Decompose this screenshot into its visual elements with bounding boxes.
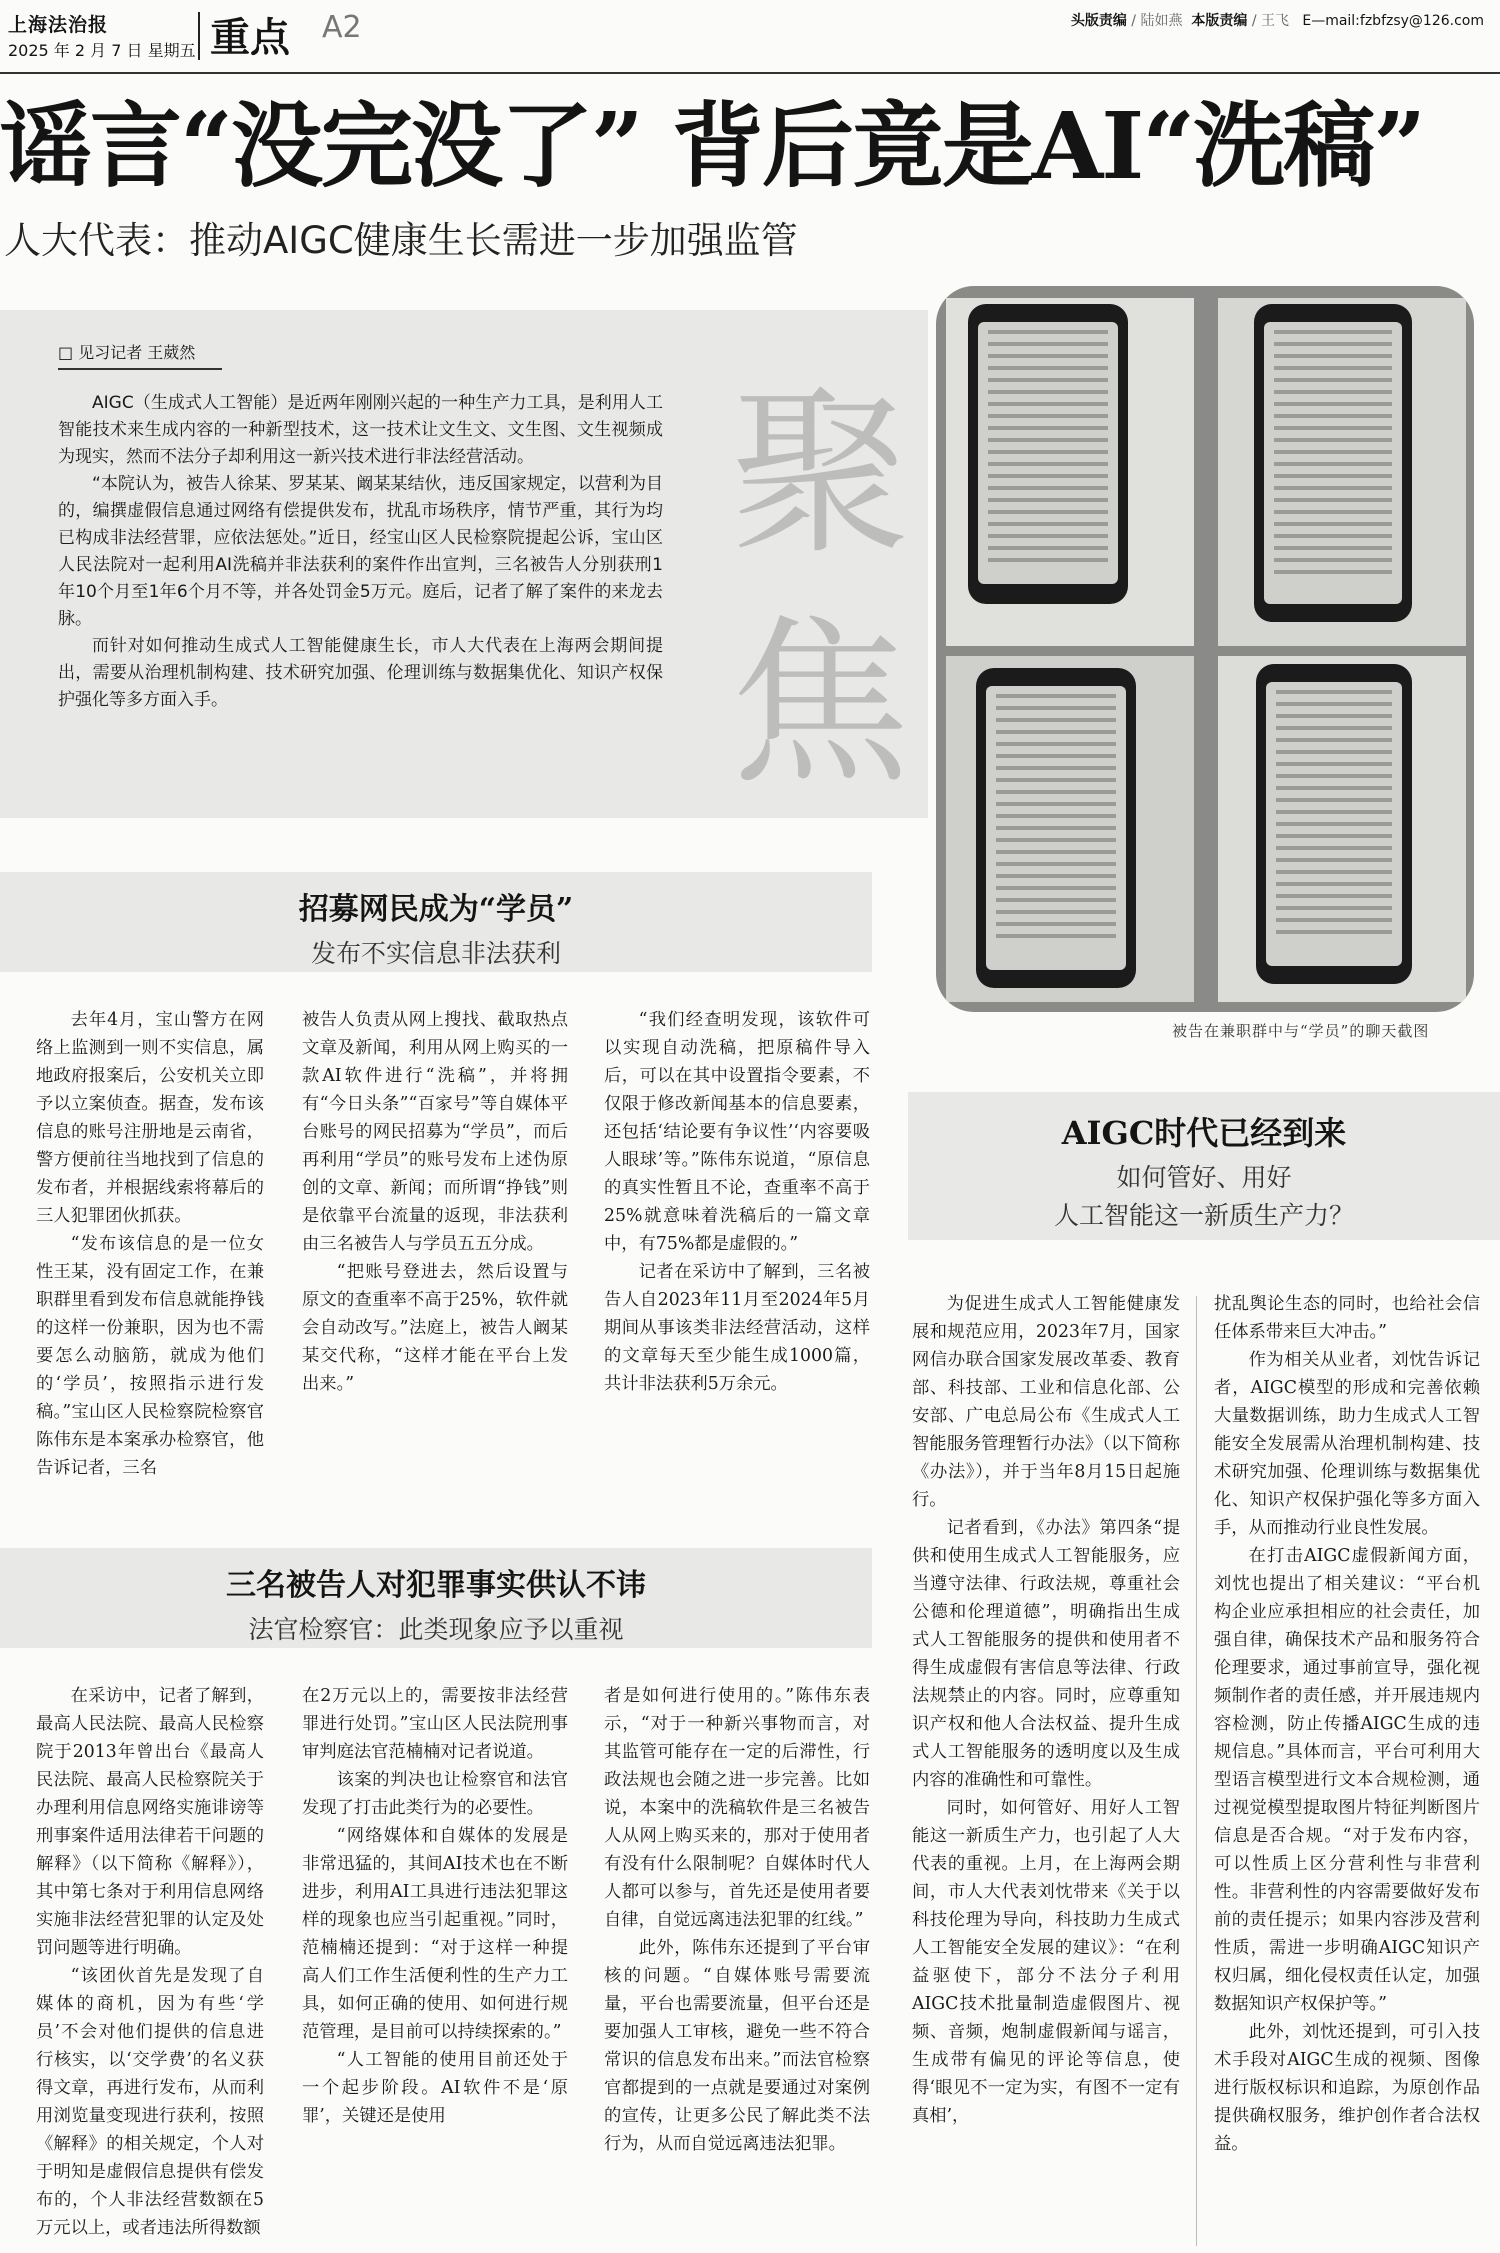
issue-date: 2025 年 2 月 7 日 星期五 (8, 41, 196, 60)
photo-panel (946, 298, 1194, 646)
lead-paragraph: “本院认为，被告人徐某、罗某某、阚某某结伙，违反国家规定，以营利为目的，编撰虚假信息通过网络有偿提供发布，扰乱市场秩序，情节严重，其行为均已构成非法经营罪，应依法惩处。”近日，经宝山区人民检察院提起公诉，宝山区人民法院对一起利用AI洗稿并非法获利的案件作出宣判，三名被告人分别获刑1年10个月至1年6个月不等，并各处罚金5万元。庭后，记者了解了案件的来龙去脉。 (58, 474, 663, 629)
lead-text (58, 390, 663, 714)
paragraph: 记者在采访中了解到，三名被告人自2023年11月至2024年5月期间从事该类非法经营活动，这样的文章每天至少能生成1000篇，共计非法获利5万余元。 (604, 1262, 870, 1394)
section-heading-confess (0, 1548, 872, 1648)
paragraph: 同时，如何管好、用好人工智能这一新质生产力，也引起了人大代表的重视。上月，在上海两会期间，市人大代表刘忱带来《关于以科技伦理为导向，科技助力生成式人工智能安全发展的建议》：“在利益驱使下，部分不法分子利用AIGC技术批量制造虚假图片、视频、音频，炮制虚假新闻与谣言，生成带有偏见的评论等信息，使得‘眼见不一定为实，有图不一定有真相’， (912, 1798, 1180, 2126)
paragraph: 被告人负责从网上搜找、截取热点文章及新闻，利用从网上购买的一款AI软件进行“洗稿”，并将拥有“今日头条”“百家号”等自媒体平台账号的网民招募为“学员”，而后再利用“学员”的账号发布上述伪原创的文章、新闻；而所谓“挣钱”则是依靠平台流量的返现，非法获利由三名被告人与学员五五分成。 (302, 1010, 568, 1254)
photo-panel (1218, 656, 1466, 1002)
section-title: AIGC时代已经到来 (1061, 1114, 1347, 1152)
paragraph: 为促进生成式人工智能健康发展和规范应用，2023年7月，国家网信办联合国家发展改革委、教育部、科技部、工业和信息化部、公安部、广电总局公布《生成式人工智能服务管理暂行办法》（以下简称《办法》），并于当年8月15日起施行。 (912, 1294, 1180, 1510)
lead-paragraph: AIGC（生成式人工智能）是近两年刚刚兴起的一种生产力工具，是利用人工智能技术来生成内容的一种新型技术，这一技术让文生文、文生图、文生视频成为现实，然而不法分子却利用这一新兴技术进行非法经营活动。 (58, 393, 663, 467)
headline: 谣言“没完没了” 背后竟是AI“洗稿” (0, 92, 1425, 200)
paragraph: 在打击AIGC虚假新闻方面，刘忱也提出了相关建议：“平台机构企业应承担相应的社会责任，加强自律，确保技术产品和服务符合伦理要求，通过事前宣导，强化视频制作者的责任感，并开展违规内容检测，防止传播AIGC生成的违规信息。”具体而言，平台可利用大型语言模型进行文本合规检测，通过视觉模型提取图片特征判断图片信息是否合规。“对于发布内容，可以性质上区分营利性与非营利性。非营利性的内容需要做好发布前的责任提示；如果内容涉及营利性质，需进一步明确AIGC知识产权归属，细化侵权责任认定，加强数据知识产权保护等。” (1214, 1546, 1480, 2014)
paragraph: 记者看到，《办法》第四条“提供和使用生成式人工智能服务，应当遵守法律、行政法规，尊重社会公德和伦理道德”，明确指出生成式人工智能服务的提供和使用者不得生成虚假有害信息等法律、行政法规禁止的内容。同时，应尊重知识产权和他人合法权益、提升生成式人工智能服务的透明度以及生成内容的准确性和可靠性。 (912, 1518, 1180, 1790)
phone-image (1256, 664, 1412, 984)
editor-label-front: 头版责编 (1070, 13, 1127, 29)
article-column (604, 1682, 870, 2158)
chat-screenshot-photo (936, 286, 1474, 1012)
paragraph: 作为相关从业者，刘忱告诉记者，AIGC模型的形成和完善依赖大量数据训练，助力生成式人工智能安全发展需从治理机制构建、技术研究加强、伦理训练与数据集优化、知识产权保护强化等多方面入手，从而推动行业良性发展。 (1214, 1350, 1480, 1538)
phone-image (1254, 304, 1412, 622)
section-name: 重点 (210, 15, 290, 61)
paragraph: “把账号登进去，然后设置与原文的查重率不高于25%，软件就会自动改写。”法庭上，被告人阚某某交代称，“这样才能在平台上发出来。” (302, 1262, 568, 1394)
section-subtitle: 人工智能这一新质生产力？ (1053, 1201, 1354, 1230)
article-column (36, 1006, 264, 1482)
newspaper-logo: 上海法治报 (8, 14, 109, 36)
paragraph: 在2万元以上的，需要按非法经营罪进行处罚。”宝山区人民法院刑事审判庭法官范楠楠对记者说道。 (302, 1686, 568, 1762)
byline-rule (58, 368, 222, 370)
phone-image (976, 668, 1136, 988)
paragraph: “该团伙首先是发现了自媒体的商机，因为有些‘学员’不会对他们提供的信息进行核实，以‘交学费’的名义获得文章，再进行发布，从而利用浏览量变现进行获利，按照《解释》的相关规定，个人对于明知是虚假信息提供有偿发布的，个人非法经营数额在5万元以上，或者违法所得数额 (36, 1966, 264, 2238)
byline: □ 见习记者 王葳然 (58, 343, 196, 362)
paragraph: 扰乱舆论生态的同时，也给社会信任体系带来巨大冲击。” (1214, 1294, 1480, 1342)
section-heading-aigc (908, 1092, 1500, 1240)
header-rule (0, 72, 1500, 74)
editor-name-page: 王飞 (1260, 13, 1289, 29)
photo-panel (1218, 298, 1466, 646)
paragraph: “发布该信息的是一位女性王某，没有固定工作，在兼职群里看到发布信息就能挣钱的这样一份兼职，因为也不需要怎么动脑筋，就成为他们的‘学员’，按照指示进行发稿。”宝山区人民检察院检察官陈伟东是本案承办检察官，他告诉记者，三名 (36, 1234, 264, 1478)
focus-decoration: 聚焦 (729, 370, 910, 809)
editor-email: E—mail:fzbfzsy@126.com (1302, 13, 1484, 29)
article-column (302, 1682, 568, 2130)
masthead-divider (198, 12, 200, 60)
section-subtitle: 法官检察官：此类现象应予以重视 (248, 1615, 624, 1644)
paragraph: “网络媒体和自媒体的发展是非常迅猛的，其间AI技术也在不断进步，利用AI工具进行违法犯罪这样的现象也应当引起重视。”同时，范楠楠还提到：“对于这样一种提高人们工作生活便利性的生产力工具，如何正确的使用、如何进行规范管理，是目前可以持续探索的。” (302, 1826, 568, 2042)
section-title: 三名被告人对犯罪事实供认不讳 (226, 1568, 646, 1603)
editors-line: 头版责编 / 陆如燕 本版责编 / 王飞 E—mail:fzbfzsy@126.com (1070, 13, 1484, 29)
photo-caption: 被告在兼职群中与“学员”的聊天截图 (1172, 1022, 1430, 1040)
article-column (36, 1682, 264, 2242)
paragraph: 去年4月，宝山警方在网络上监测到一则不实信息，属地政府报案后，公安机关立即予以立案侦查。据查，发布该信息的账号注册地是云南省，警方便前往当地找到了信息的发布者，并根据线索将幕后的三人犯罪团伙抓获。 (36, 1010, 264, 1226)
editor-label-page: 本版责编 (1191, 13, 1248, 29)
paragraph: “我们经查明发现，该软件可以实现自动洗稿，把原稿件导入后，可以在其中设置指令要素，不仅限于修改新闻基本的信息要素，还包括‘结论要有争议性’‘内容要吸人眼球’等。”陈伟东说道，“原信息的真实性暂且不论，查重率不高于25%就意味着洗稿后的一篇文章中，有75%都是虚假的。” (604, 1010, 870, 1254)
section-title: 招募网民成为“学员” (298, 892, 574, 927)
page-code: A2 (322, 10, 362, 45)
lead-paragraph: 而针对如何推动生成式人工智能健康生长，市人大代表在上海两会期间提出，需要从治理机制构建、技术研究加强、伦理训练与数据集优化、知识产权保护强化等多方面入手。 (58, 636, 663, 710)
paragraph: 该案的判决也让检察官和法官发现了打击此类行为的必要性。 (302, 1770, 568, 1818)
paragraph: 此外，刘忱还提到，可引入技术手段对AIGC生成的视频、图像进行版权标识和追踪，为原创作品提供确权服务，维护创作者合法权益。 (1214, 2022, 1480, 2154)
photo-panel (946, 656, 1194, 1002)
section-subtitle: 如何管好、用好 (1116, 1163, 1292, 1192)
article-column (1214, 1290, 1480, 2158)
editor-name-front: 陆如燕 (1140, 13, 1183, 29)
subheadline: 人大代表：推动AIGC健康生长需进一步加强监管 (4, 219, 798, 262)
column-rule (1196, 1296, 1197, 2246)
article-column (912, 1290, 1180, 2130)
section-heading-recruit (0, 872, 872, 972)
paragraph: 者是如何进行使用的。”陈伟东表示，“对于一种新兴事物而言，对其监管可能存在一定的后滞性，行政法规也会随之进一步完善。比如说，本案中的洗稿软件是三名被告人从网上购买来的，那对于使用者有没有什么限制呢？自媒体时代人人都可以参与，首先还是使用者要自律，自觉远离违法犯罪的红线。” (604, 1686, 870, 1930)
paragraph: 此外，陈伟东还提到了平台审核的问题。“自媒体账号需要流量，平台也需要流量，但平台还是要加强人工审核，避免一些不符合常识的信息发布出来。”而法官检察官都提到的一点就是要通过对案例的宣传，让更多公民了解此类不法行为，从而自觉远离违法犯罪。 (604, 1938, 870, 2154)
phone-image (968, 304, 1128, 604)
article-column (604, 1006, 870, 1398)
paragraph: 在采访中，记者了解到，最高人民法院、最高人民检察院于2013年曾出台《最高人民法院、最高人民检察院关于办理利用信息网络实施诽谤等刑事案件适用法律若干问题的解释》（以下简称《解释》），其中第七条对于利用信息网络实施非法经营犯罪的认定及处罚问题等进行明确。 (36, 1686, 264, 1958)
article-column (302, 1006, 568, 1398)
section-subtitle: 发布不实信息非法获利 (310, 939, 561, 968)
paragraph: “人工智能的使用目前还处于一个起步阶段。AI软件不是‘原罪’，关键还是使用 (302, 2050, 568, 2126)
